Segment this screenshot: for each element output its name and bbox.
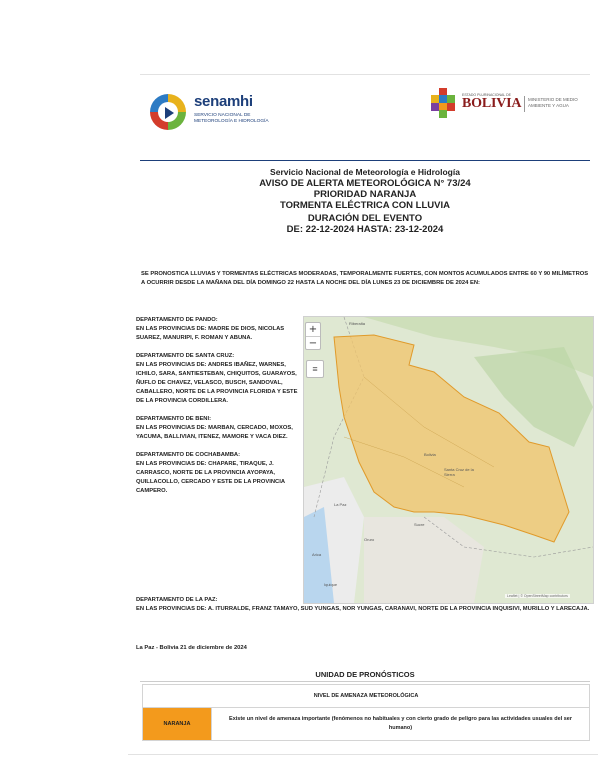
map-label-sucre: Sucre — [414, 522, 425, 527]
map-zoom-control[interactable] — [305, 322, 321, 350]
bottom-divider — [128, 754, 598, 755]
threat-table-header: NIVEL DE AMENAZA METEOROLÓGICA — [143, 685, 590, 708]
unit-divider — [140, 681, 590, 682]
duration-label: DURACIÓN DEL EVENTO — [307, 213, 423, 224]
department-provinces: EN LAS PROVINCIAS DE: CHAPARE, TIRAQUE, J. CARRASCO, NORTE DE LA PROVINCIA AYOPAYA, QUILLACOLLO, CERCADO Y ESTE DE LA PROVINCIA CAMPERO. — [136, 461, 285, 494]
department-item — [136, 352, 301, 406]
department-provinces: EN LAS PROVINCIAS DE: MARBAN, CERCADO, MOXOS, YACUMA, BALLIVIAN, ITENEZ, MAMORE Y VACA DIEZ. — [136, 425, 293, 440]
department-name: DEPARTAMENTO DE SANTA CRUZ: — [136, 353, 235, 359]
ministry-name: MINISTERIO DE MEDIO AMBIENTE Y AGUA — [528, 97, 578, 108]
alert-number: AVISO DE ALERTA METEOROLÓGICA N° 73/24 — [259, 178, 471, 189]
map-label-arica: Arica — [312, 552, 322, 557]
department-name: DEPARTAMENTO DE BENI: — [136, 416, 212, 422]
department-name: DEPARTAMENTO DE COCHABAMBA: — [136, 452, 241, 458]
senamhi-logo — [150, 91, 280, 135]
duration-dates: DE: 22-12-2024 HASTA: 23-12-2024 — [286, 224, 444, 235]
table-row — [143, 708, 590, 741]
issue-date: La Paz - Bolivia 21 de diciembre de 2024 — [136, 645, 247, 651]
map-label-bolivia: Bolivia — [424, 452, 436, 457]
department-item — [136, 451, 301, 496]
top-divider — [140, 74, 590, 75]
department-name: DEPARTAMENTO DE PANDO: — [136, 317, 218, 323]
forecast-intro: SE PRONOSTICA LLUVIAS Y TORMENTAS ELÉCTRICAS MODERADAS, TEMPORALMENTE FUERTES, CON MONTOS ACUMULADOS ENTRE 60 Y 90 MILÍMETROS A OCURRIR DESDE LA MAÑANA DEL DÍA DOMINGO 22 HASTA LA NOCHE DEL DÍA LUNES 23 DE DICIEMBRE DE 2024 EN: — [141, 271, 589, 286]
senamhi-emblem-icon — [150, 94, 186, 130]
map-label-santa-cruz: Santa Cruz de la Sierra — [444, 467, 474, 477]
bolivia-state-text: ESTADO PLURINACIONAL DE — [462, 93, 512, 97]
layers-icon[interactable]: ≡ — [306, 360, 324, 378]
threat-level-badge: NARANJA — [143, 708, 212, 741]
threat-level-table — [142, 684, 590, 741]
map-canvas — [304, 317, 593, 603]
department-provinces: EN LAS PROVINCIAS DE: A. ITURRALDE, FRANZ TAMAYO, SUD YUNGAS, NOR YUNGAS, CARANAVI, NORTE DE LA PROVINCIA INQUISIVI, MURILLO Y LARECAJA. — [136, 606, 590, 612]
department-item — [136, 596, 598, 614]
alert-title-block — [140, 167, 590, 235]
bolivia-name: BOLIVIA — [462, 96, 522, 111]
map-label-riberalta: Riberalta — [349, 321, 366, 326]
header-divider — [140, 160, 590, 161]
logo-divider — [524, 96, 525, 112]
unit-title: UNIDAD DE PRONÓSTICOS — [315, 670, 415, 679]
organization-title: Servicio Nacional de Meteorología e Hidrología — [270, 167, 460, 177]
map-label-oruro: Oruro — [364, 537, 375, 542]
map-attribution[interactable]: Leaflet | © OpenStreetMap contributors — [507, 594, 568, 598]
zoom-out-button[interactable]: − — [306, 337, 320, 350]
map-label-la-paz: La Paz — [334, 502, 347, 507]
event-type: TORMENTA ELÉCTRICA CON LLUVIA — [280, 200, 450, 211]
department-item — [136, 316, 301, 343]
department-list — [136, 316, 301, 505]
zoom-in-button[interactable]: + — [306, 323, 320, 336]
bolivia-wiphala-icon — [428, 88, 458, 118]
alert-priority: PRIORIDAD NARANJA — [313, 189, 417, 200]
map-label-iquique: Iquique — [324, 582, 338, 587]
senamhi-subtitle: SERVICIO NACIONAL DE METEOROLOGÍA E HIDROLOGÍA — [194, 113, 269, 124]
senamhi-name: senamhi — [194, 93, 253, 110]
bolivia-ministry-logo — [428, 86, 593, 126]
department-item — [136, 415, 301, 442]
department-provinces: EN LAS PROVINCIAS DE: ANDRES IBAÑEZ, WARNES, ICHILO, SARA, SANTIESTEBAN, CHIQUITOS, GUARAYOS, ÑUFLO DE CHAVEZ, VELASCO, BUSCH, SANDOVAL, CABALLERO, NORTE DE LA PROVINCIA FLORIDA Y ESTE DE LA PROVINCIA CORDILLERA. — [136, 362, 298, 404]
department-provinces: EN LAS PROVINCIAS DE: MADRE DE DIOS, NICOLAS SUAREZ, MANURIPI, F. ROMAN Y ABUNA. — [136, 326, 285, 341]
threat-level-description: Existe un nivel de amenaza importante (fenómenos no habituales y con cierto grado de peligro para las actividades usuales del ser humano) — [212, 708, 590, 741]
alert-map[interactable] — [303, 316, 594, 604]
department-name: DEPARTAMENTO DE LA PAZ: — [136, 597, 218, 603]
